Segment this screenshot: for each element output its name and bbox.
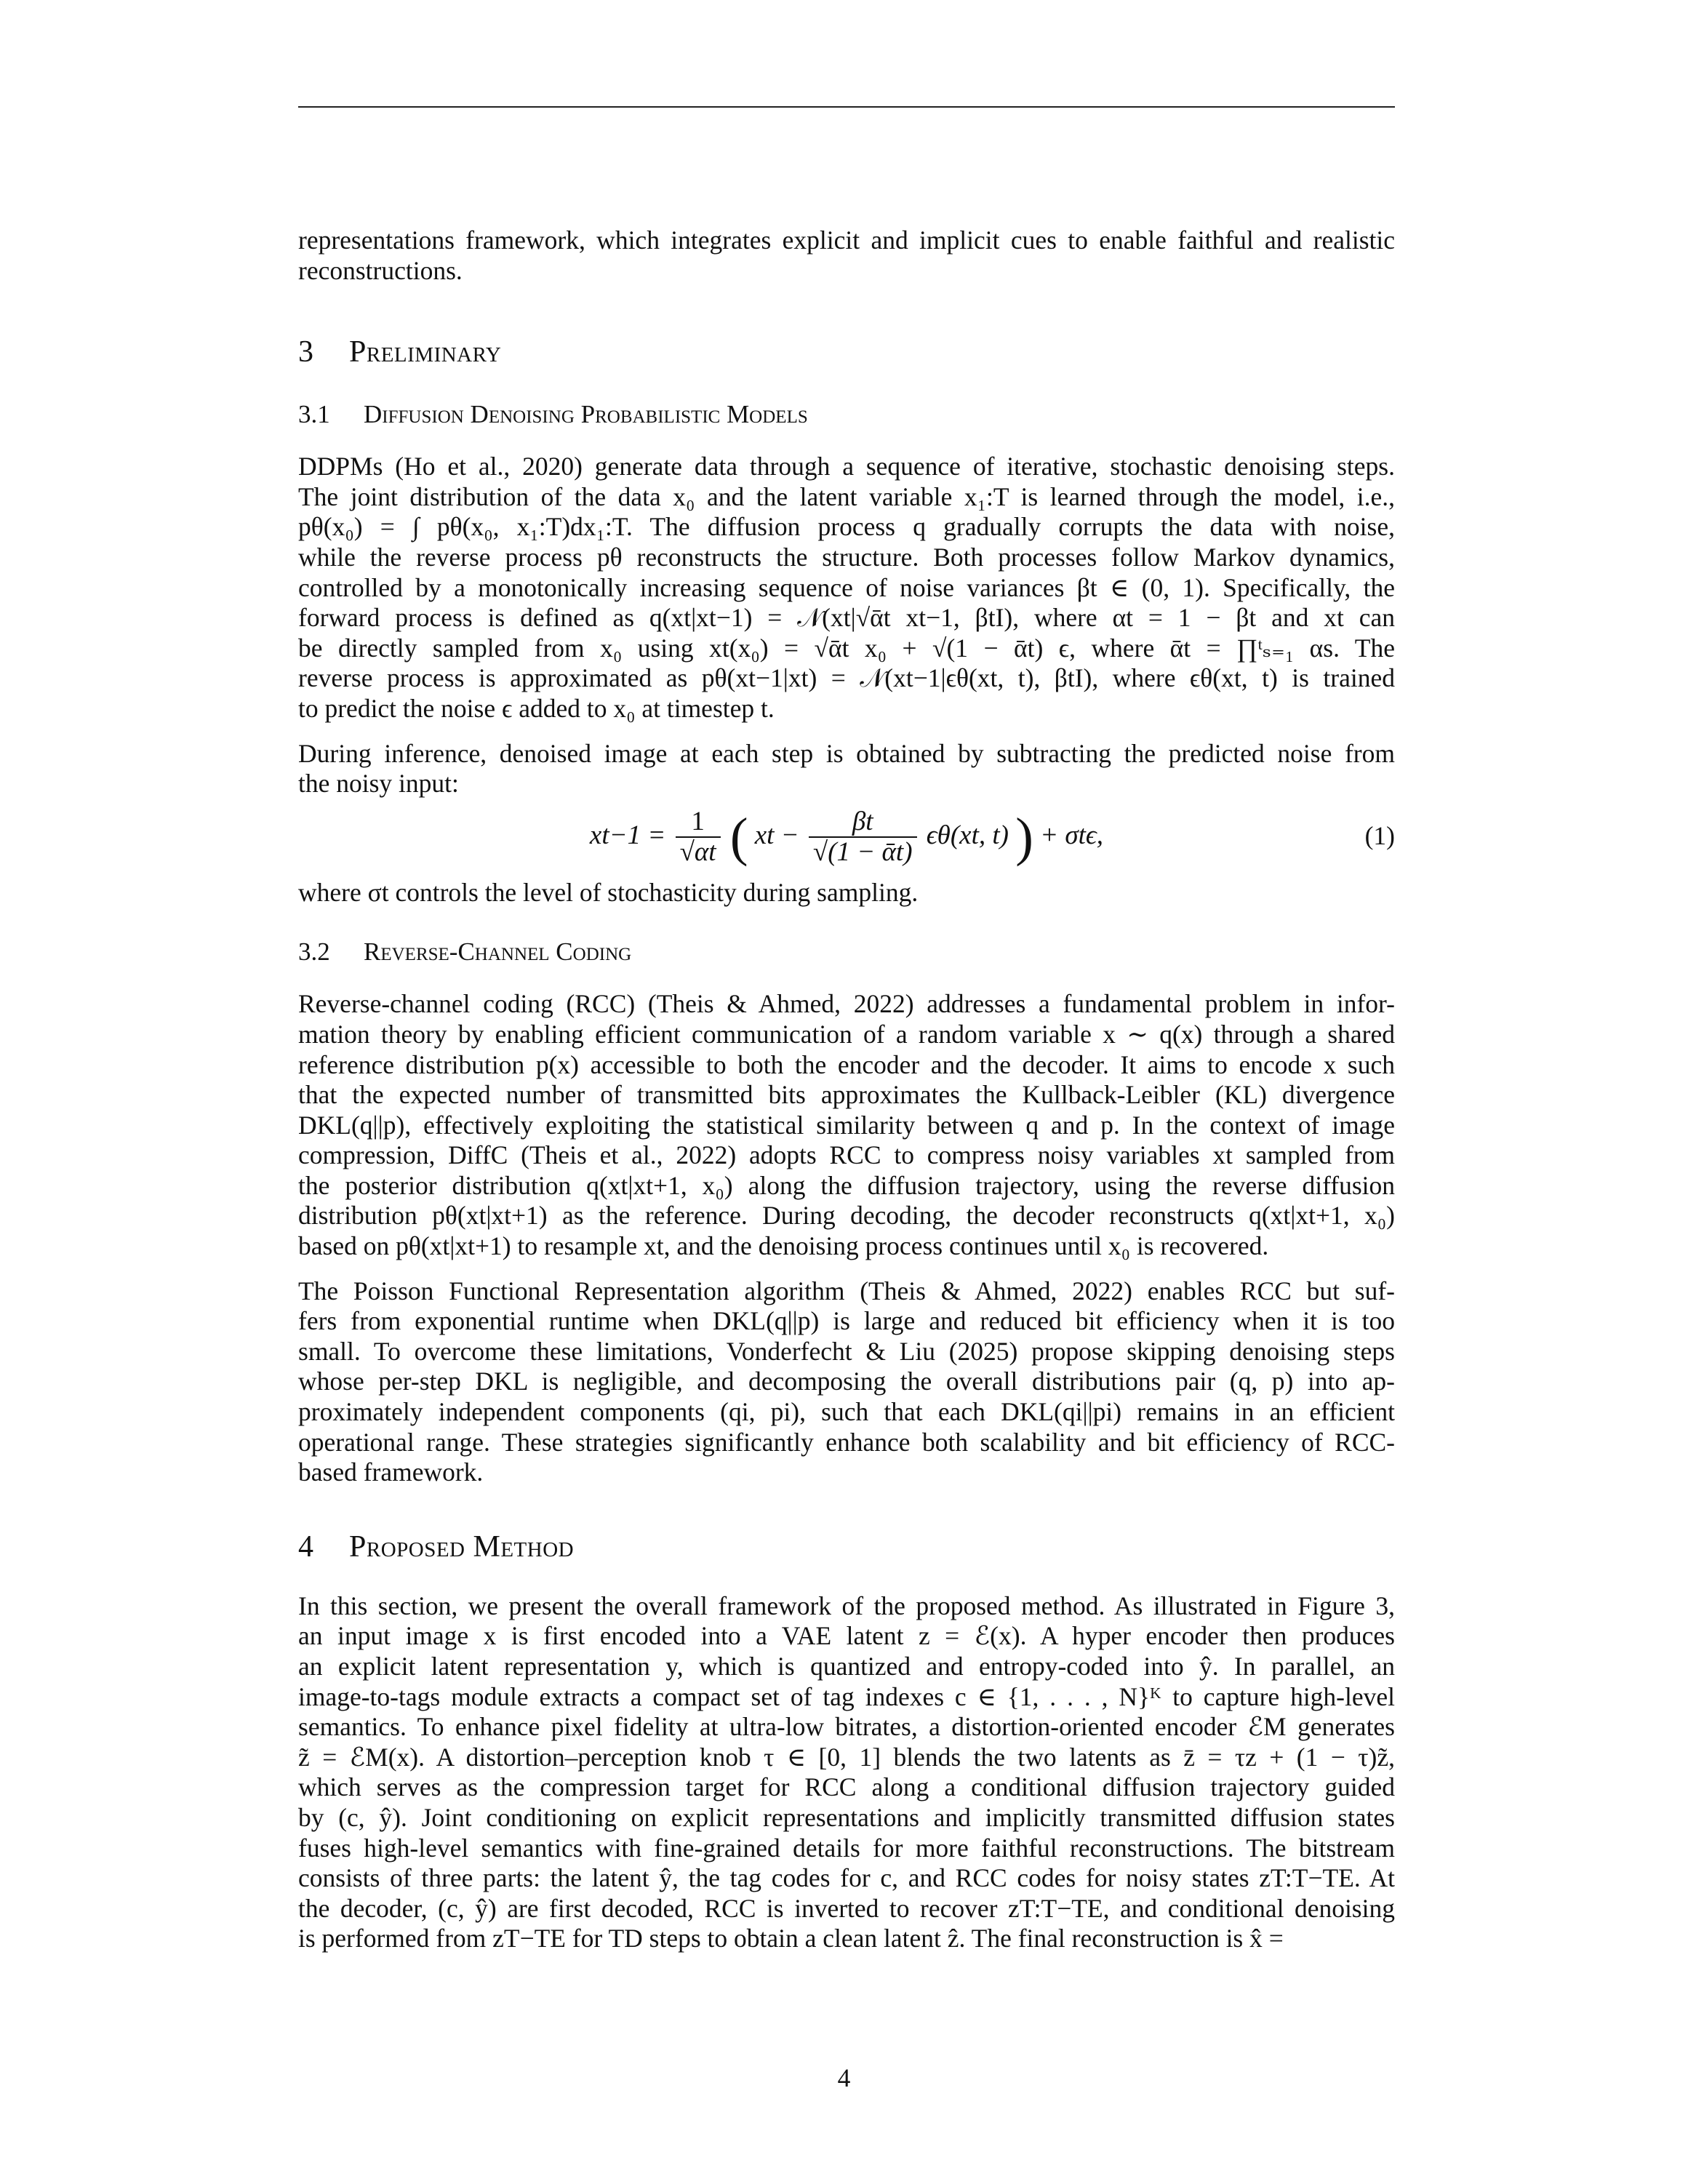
text-line: compression, DiffC (Theis et al., 2022) adopts RCC to compress noisy variables xt sampled from	[298, 1140, 1395, 1170]
text-line: pθ(x₀) = ∫ pθ(x₀, x₁:T)dx₁:T. The diffusion process q gradually corrupts the data with noise,	[298, 512, 1395, 542]
subsection-title: Reverse-Channel Coding	[364, 937, 632, 967]
text-line: z̃ = ℰM(x). A distortion–perception knob τ ∈ [0, 1] blends the two latents as z̄ = τz + (1 − τ)z̃,	[298, 1742, 1395, 1772]
text-line: an input image x is first encoded into a VAE latent z = ℰ(x). A hyper encoder then produces	[298, 1621, 1395, 1651]
fraction-one-over-sqrt-alpha: $\frac{1}{√\alpha t}$	[676, 807, 721, 867]
section-number: 4	[298, 1529, 314, 1564]
text-line: reference distribution p(x) accessible to both the encoder and the decoder. It aims to encode x such	[298, 1049, 1395, 1079]
section-4-heading	[298, 1529, 1395, 1565]
text-line: distribution pθ(xt|xt+1) as the reference. During decoding, the decoder reconstructs q(xt|xt+1, x₀)	[298, 1201, 1395, 1231]
text-line: based on pθ(xt|xt+1) to resample xt, and the denoising process continues until x₀ is recovered.	[298, 1231, 1269, 1261]
subsection-number: 3.1	[298, 400, 330, 429]
equation-body	[298, 799, 1395, 872]
text-line: DDPMs (Ho et al., 2020) generate data through a sequence of iterative, stochastic denoising steps.	[298, 452, 1395, 481]
page-number: 4	[837, 2063, 851, 2092]
text-line: The Poisson Functional Representation algorithm (Theis & Ahmed, 2022) enables RCC but suf-	[298, 1276, 1395, 1305]
text-line: proximately independent components (qi, pi), such that each DKL(qi||pi) remains in an efficient	[298, 1397, 1395, 1427]
text-line: where σt controls the level of stochasticity during sampling.	[298, 877, 919, 907]
ddpm-paragraph	[298, 452, 1395, 724]
text-line: mation theory by enabling efficient communication of a random variable x ∼ q(x) through a shared	[298, 1019, 1395, 1049]
section-title: Preliminary	[349, 335, 502, 369]
text-line: fuses high-level semantics with fine-grained details for more faithful reconstructions. The bitstream	[298, 1833, 1395, 1863]
text-line: image-to-tags module extracts a compact set of tag indexes c ∈ {1, . . . , N}ᴷ to capture high-level	[298, 1681, 1395, 1711]
intro-tail-paragraph	[298, 225, 1395, 286]
text-line: the decoder, (c, ŷ) are first decoded, RCC is inverted to recover zT:T−TE, and conditional denoising	[298, 1893, 1395, 1923]
text-line: the posterior distribution q(xt|xt+1, x₀) along the diffusion trajectory, using the reverse diffusion	[298, 1170, 1395, 1200]
paren-close: )	[1015, 807, 1033, 868]
text-line: whose per-step DKL is negligible, and decomposing the overall distributions pair (q, p) into ap-	[298, 1367, 1395, 1396]
text-line: be directly sampled from x₀ using xt(x₀) = √ᾱt x₀ + √(1 − ᾱt) ϵ, where ᾱt = ∏ᵗₛ₌₁ αs. The	[298, 633, 1395, 663]
fraction-beta-over-sqrt: $\frac{\beta t}{\text{√(1 − ᾱt)}}$	[809, 807, 917, 867]
text-line: while the reverse process pθ reconstructs the structure. Both processes follow Markov dynamics,	[298, 542, 1395, 572]
rcc-paragraph	[298, 989, 1395, 1261]
subsection-number: 3.2	[298, 937, 330, 967]
text-line: DKL(q||p), effectively exploiting the statistical similarity between q and p. In the context of image	[298, 1110, 1395, 1140]
pfr-paragraph	[298, 1276, 1395, 1488]
text-line: representations framework, which integrates explicit and implicit cues to enable faithful and realistic	[298, 225, 1395, 255]
inference-paragraph	[298, 739, 1395, 799]
equation-inner-left: xt −	[754, 820, 799, 850]
equation-number: (1)	[1364, 820, 1395, 850]
text-line: forward process is defined as q(xt|xt−1) = 𝒩(xt|√ᾱt xt−1, βtI), where αt = 1 − βt and xt can	[298, 603, 1395, 633]
section-title: Proposed Method	[349, 1529, 575, 1564]
text-line: which serves as the compression target for RCC along a conditional diffusion trajectory guided	[298, 1772, 1395, 1802]
text-line: controlled by a monotonically increasing sequence of noise variances βt ∈ (0, 1). Specifically, the	[298, 572, 1395, 602]
text-line: fers from exponential runtime when DKL(q||p) is large and reduced bit efficiency when it is too	[298, 1306, 1395, 1336]
text-line: small. To overcome these limitations, Vonderfecht & Liu (2025) propose skipping denoising steps	[298, 1336, 1395, 1366]
text-line: that the expected number of transmitted bits approximates the Kullback-Leibler (KL) divergence	[298, 1080, 1395, 1110]
text-line: based framework.	[298, 1457, 484, 1487]
equation-lhs: xt−1 =	[589, 820, 666, 850]
equation-inner-right: ϵθ(xt, t)	[926, 820, 1009, 850]
text-line: operational range. These strategies significantly enhance both scalability and bit efficiency of RCC-	[298, 1427, 1395, 1457]
subsection-3-2-heading	[298, 937, 1395, 967]
section-number: 3	[298, 335, 314, 369]
sigma-paragraph	[298, 878, 1395, 908]
method-paragraph	[298, 1591, 1395, 1954]
equation-tail: + σtϵ,	[1040, 820, 1104, 850]
paper-body	[298, 225, 1395, 1954]
text-line: to predict the noise ϵ added to x₀ at timestep t.	[298, 693, 775, 723]
text-line: In this section, we present the overall framework of the proposed method. As illustrated in Figure 3,	[298, 1591, 1395, 1620]
text-line: During inference, denoised image at each step is obtained by subtracting the predicted noise from	[298, 738, 1395, 768]
text-line: by (c, ŷ). Joint conditioning on explicit representations and implicitly transmitted diffusion states	[298, 1802, 1395, 1832]
subsection-title: Diffusion Denoising Probabilistic Models	[364, 400, 808, 429]
section-3-heading	[298, 334, 1395, 370]
paren-open: (	[729, 807, 748, 868]
text-line: Reverse-channel coding (RCC) (Theis & Ahmed, 2022) addresses a fundamental problem in infor-	[298, 989, 1395, 1019]
text-line: The joint distribution of the data x₀ and the latent variable x₁:T is learned through the model, i.e.,	[298, 481, 1395, 511]
subsection-3-1-heading	[298, 399, 1395, 430]
text-line: semantics. To enhance pixel fidelity at ultra-low bitrates, a distortion-oriented encoder ℰM generates	[298, 1712, 1395, 1742]
text-line: the noisy input:	[298, 769, 459, 799]
text-line: an explicit latent representation y, which is quantized and entropy-coded into ŷ. In parallel, an	[298, 1652, 1395, 1681]
text-line: reverse process is approximated as pθ(xt−1|xt) = 𝒩(xt−1|ϵθ(xt, t), βtI), where ϵθ(xt, t) is trained	[298, 663, 1395, 693]
text-line: reconstructions.	[298, 255, 463, 285]
header-rule	[298, 106, 1395, 108]
text-line: consists of three parts: the latent ŷ, the tag codes for c, and RCC codes for noisy states zT:T−TE. At	[298, 1863, 1395, 1893]
text-line: is performed from zT−TE for TD steps to obtain a clean latent ẑ. The final reconstruction is x̂ =	[298, 1924, 1284, 1953]
equation-1	[298, 799, 1395, 872]
